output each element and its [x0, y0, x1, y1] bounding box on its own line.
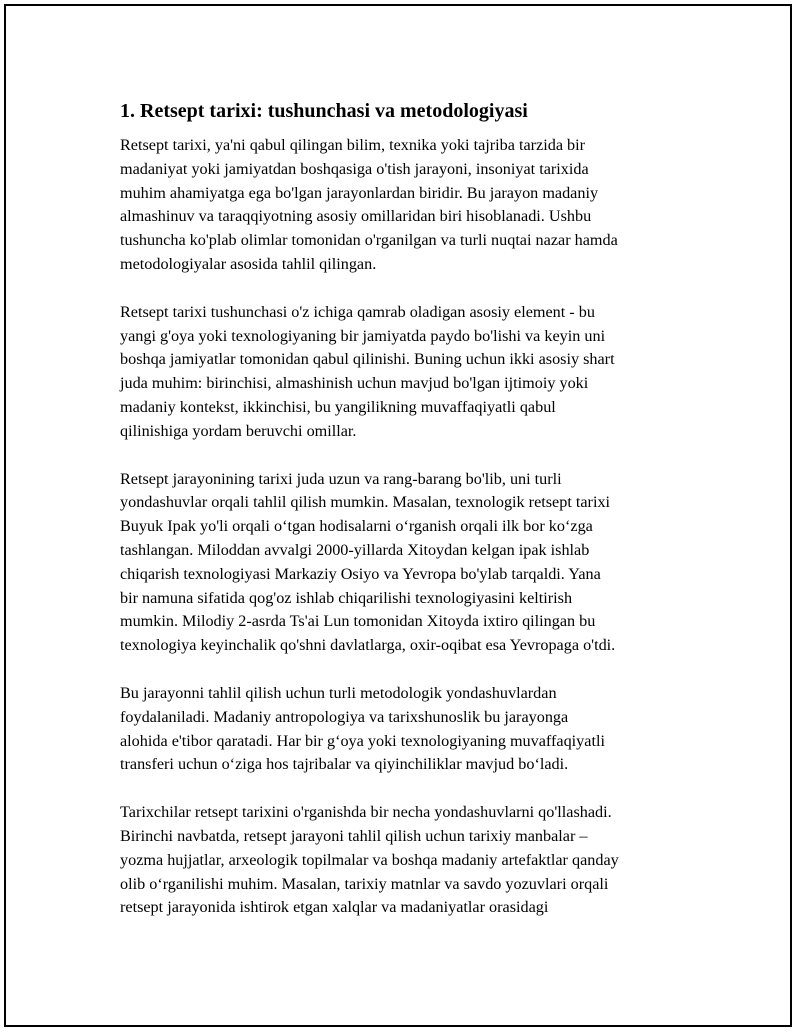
- text-line: Retsept tarixi, ya'ni qabul qilingan bilim, texnika yoki tajriba tarzida bir: [120, 136, 586, 154]
- text-line: retsept jarayonida ishtirok etgan xalqlar va madaniyatlar orasidagi: [120, 898, 549, 917]
- text-line: metodologiyalar asosida tahlil qilingan.: [120, 254, 377, 273]
- text-line: Retsept jarayonining tarixi juda uzun va rang-barang bo'lib, uni turli: [120, 469, 562, 488]
- document-title: 1. Retsept tarixi: tushunchasi va metodologiyasi: [120, 100, 528, 122]
- text-line: boshqa jamiyatlar tomonidan qabul qilinishi. Buning uchun ikki asosiy shart: [120, 350, 615, 369]
- text-line: qilinishiga yordam beruvchi omillar.: [120, 421, 357, 440]
- page-frame: [4, 4, 792, 1027]
- text-line: alohida e'tibor qaratadi. Har bir g‘oya yoki texnologiyaning muvaffaqiyatli: [120, 731, 605, 750]
- text-line: juda muhim: birinchisi, almashinish uchun mavjud bo'lgan ijtimoiy yoki: [120, 374, 589, 393]
- text-line: yondashuvlar orqali tahlil qilish mumkin. Masalan, texnologik retsept tarixi: [120, 493, 611, 512]
- text-line: mumkin. Milodiy 2-asrda Ts'ai Lun tomonidan Xitoyda ixtiro qilingan bu: [120, 612, 596, 631]
- text-line: yangi g'oya yoki texnologiyaning bir jamiyatda paydo bo'lishi va keyin uni: [120, 326, 606, 345]
- text-line: madaniy kontekst, ikkinchisi, bu yangilikning muvaffaqiyatli qabul: [120, 397, 556, 416]
- paragraph-4: [120, 682, 700, 777]
- text-line: chiqarish texnologiyasi Markaziy Osiyo va Yevropa bo'ylab tarqaldi. Yana: [120, 564, 601, 583]
- text-line: bir namuna sifatida qog'oz ishlab chiqarilishi texnologiyasini keltirish: [120, 588, 573, 607]
- text-line: Tarixchilar retsept tarixini o'rganishda bir necha yondashuvlarni qo'llashadi.: [120, 803, 612, 822]
- text-line: Bu jarayonni tahlil qilish uchun turli metodologik yondashuvlardan: [120, 683, 557, 702]
- text-line: tushuncha ko'plab olimlar tomonidan o'rganilgan va turli nuqtai nazar hamda: [120, 231, 618, 250]
- text-line: tashlangan. Miloddan avvalgi 2000-yillarda Xitoydan kelgan ipak ishlab: [120, 540, 590, 559]
- paragraph-5: [120, 801, 700, 920]
- text-line: Buyuk Ipak yo'li orqali o‘tgan hodisalarni o‘rganish orqali ilk bor ko‘zga: [120, 517, 593, 536]
- paragraph-1: [120, 134, 700, 277]
- text-line: foydalaniladi. Madaniy antropologiya va tarixshunoslik bu jarayonga: [120, 707, 569, 726]
- text-line: Birinchi navbatda, retsept jarayoni tahlil qilish uchun tarixiy manbalar –: [120, 826, 588, 845]
- text-line: Retsept tarixi tushunchasi o'z ichiga qamrab oladigan asosiy element - bu: [120, 302, 595, 321]
- text-line: yozma hujjatlar, arxeologik topilmalar va boshqa madaniy artefaktlar qanday: [120, 850, 619, 869]
- text-line: almashinuv va taraqqiyotning asosiy omillaridan biri hisoblanadi. Ushbu: [120, 207, 592, 226]
- text-line: transferi uchun o‘ziga hos tajribalar va qiyinchiliklar mavjud bo‘ladi.: [120, 755, 569, 774]
- paragraph-3: [120, 468, 700, 658]
- text-line: madaniyat yoki jamiyatdan boshqasiga o'tish jarayoni, insoniyat tarixida: [120, 159, 589, 178]
- text-line: olib o‘rganilishi muhim. Masalan, tarixiy matnlar va savdo yozuvlari orqali: [120, 874, 609, 893]
- text-line: texnologiya keyinchalik qo'shni davlatlarga, oxir-oqibat esa Yevropaga o'tdi.: [120, 636, 616, 655]
- text-line: muhim ahamiyatga ega bo'lgan jarayonlardan biridir. Bu jarayon madaniy: [120, 183, 599, 202]
- document-body: [120, 98, 700, 944]
- paragraph-2: [120, 301, 700, 444]
